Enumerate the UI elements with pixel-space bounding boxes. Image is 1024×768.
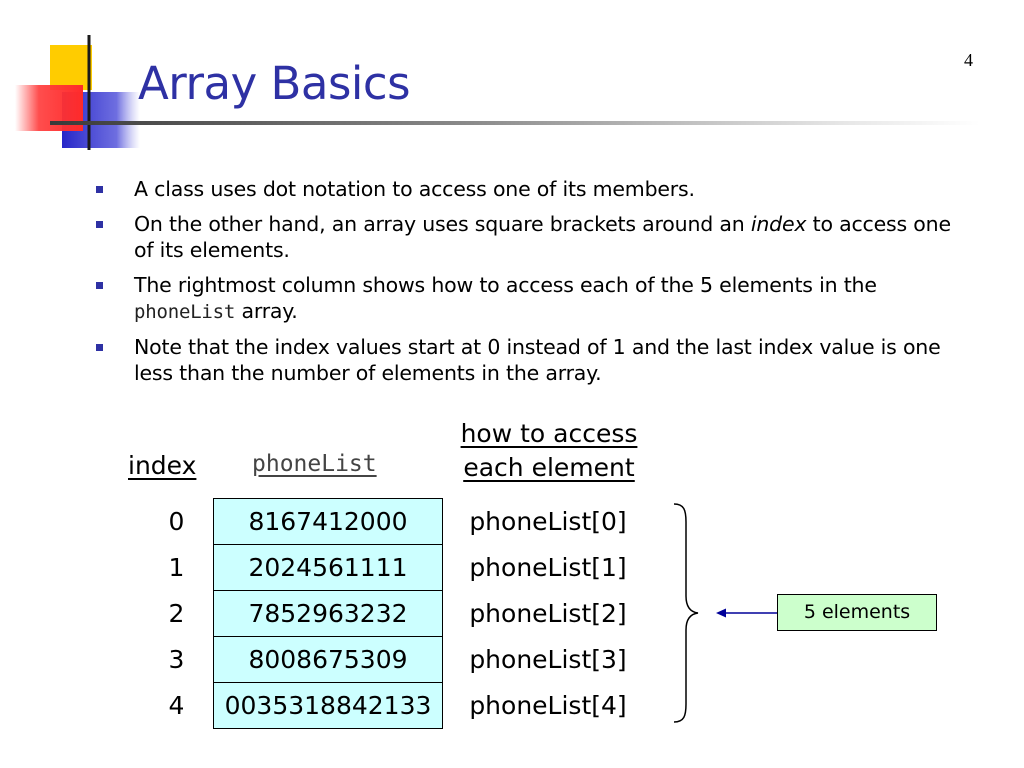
index-cell: 4 [168, 691, 185, 720]
slide-title: Array Basics [138, 57, 411, 110]
bullet-text: A class uses dot notation to access one of its members. [134, 177, 695, 201]
value-cell: 0035318842133 [214, 683, 443, 729]
access-column-header [446, 417, 652, 485]
access-header-line2: each element [463, 453, 635, 482]
table-row [140, 683, 653, 729]
slide-logo-decoration [0, 30, 140, 155]
phonelist-column-header: phoneList [252, 451, 377, 477]
index-column-header: index [128, 451, 197, 480]
bullet-text: Note that the index values start at 0 instead of 1 and the last index value is one less than the number of elements in the array. [134, 335, 941, 385]
left-arrow-icon [714, 605, 778, 621]
index-term: index [750, 212, 807, 236]
bullet-item [96, 176, 956, 202]
square-bullet-icon [96, 344, 103, 351]
value-cell: 7852963232 [214, 591, 443, 637]
access-header-line1: how to access [460, 419, 638, 448]
table-row [140, 591, 653, 637]
value-cell: 8167412000 [214, 499, 443, 545]
square-bullet-icon [96, 221, 103, 228]
index-cell: 0 [168, 507, 185, 536]
bullet-list [96, 176, 956, 395]
bullet-text: to access one of its elements. [134, 212, 951, 262]
index-cell: 2 [168, 599, 185, 628]
value-cell: 8008675309 [214, 637, 443, 683]
access-cell: phoneList[2] [469, 599, 627, 628]
bullet-item [96, 272, 956, 325]
bullet-text: The rightmost column shows how to access each of the 5 elements in the [134, 273, 877, 297]
logo-yellow-square [50, 45, 92, 90]
square-bullet-icon [96, 282, 103, 289]
bullet-item [96, 334, 956, 386]
index-cell: 1 [168, 553, 185, 582]
table-row [140, 499, 653, 545]
value-cell: 2024561111 [214, 545, 443, 591]
bullet-text: array. [235, 299, 298, 323]
access-cell: phoneList[4] [469, 691, 627, 720]
access-cell: phoneList[1] [469, 553, 627, 582]
title-underline-rule [50, 121, 980, 125]
square-bullet-icon [96, 186, 103, 193]
elements-count-callout: 5 elements [777, 594, 937, 631]
table-row [140, 545, 653, 591]
bullet-text: On the other hand, an array uses square brackets around an [134, 212, 751, 236]
table-row [140, 637, 653, 683]
array-table [140, 498, 653, 729]
access-cell: phoneList[0] [469, 507, 627, 536]
index-cell: 3 [168, 645, 185, 674]
access-cell: phoneList[3] [469, 645, 627, 674]
bullet-item [96, 211, 956, 263]
right-brace-icon [668, 500, 708, 726]
code-phonelist: phoneList [134, 301, 236, 323]
page-number: 4 [964, 50, 973, 70]
